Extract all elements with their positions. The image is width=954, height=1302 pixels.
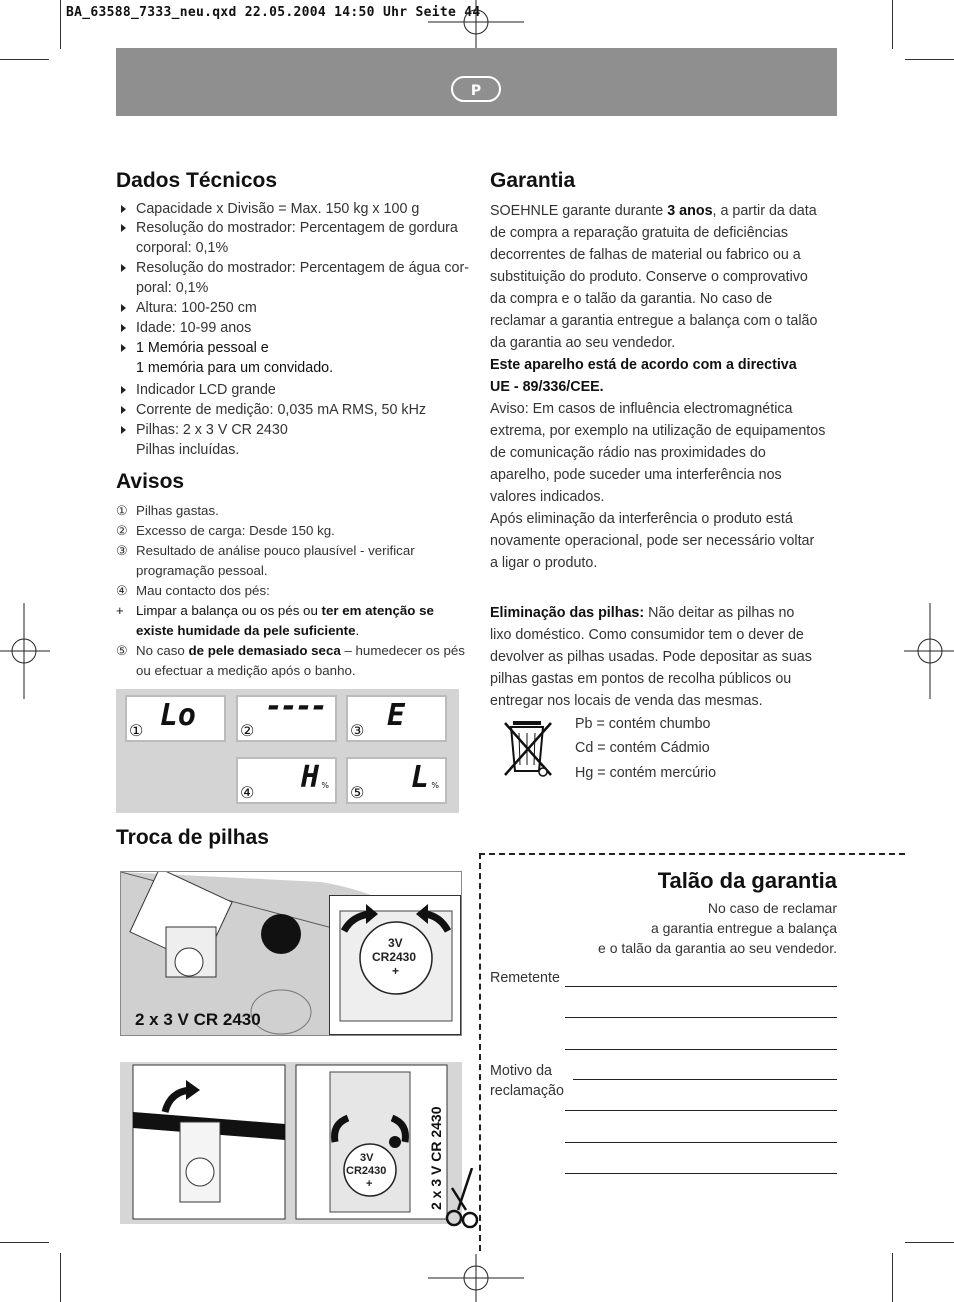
spec-item: 1 Memória pessoal e 1 memória para um convidado. [121, 338, 476, 378]
spec-item: Indicador LCD grande [121, 380, 476, 400]
bullet-triangle-icon [121, 406, 126, 414]
registration-mark-right [904, 603, 954, 699]
section-title-avisos: Avisos [116, 470, 185, 493]
crop-mark [905, 59, 954, 60]
coupon-instructions: No caso de reclamar a garantia entregue a balança e o talão da garantia ao seu vendedor. [598, 900, 837, 956]
lcd-display-5: ⑤ L % [346, 757, 447, 804]
lcd-display-2: ② ---- [236, 695, 337, 742]
reason-line-3[interactable] [565, 1142, 837, 1143]
warning-item: ① Pilhas gastas. [116, 503, 219, 518]
cut-line-horizontal [479, 853, 905, 855]
registration-mark-top [428, 0, 524, 50]
battery-figure-2 [329, 895, 461, 1035]
spec-item: Resolução do mostrador: Percentagem de gordura corporal: 0,1% [121, 218, 476, 258]
file-slug: BA_63588_7333_neu.qxd 22.05.2004 14:50 Uhr Seite 44 [66, 5, 481, 20]
spec-item: Idade: 10-99 anos [121, 318, 476, 338]
crop-mark [60, 1253, 61, 1302]
scissors-icon [444, 1168, 480, 1230]
spec-item: Corrente de medição: 0,035 mA RMS, 50 kHz [121, 400, 476, 420]
bullet-triangle-icon [121, 426, 126, 434]
spec-item: Pilhas: 2 x 3 V CR 2430 Pilhas incluídas. [121, 420, 476, 460]
metal-hg: Hg = contém mercúrio [575, 765, 717, 781]
metal-cd: Cd = contém Cádmio [575, 740, 710, 756]
lcd-display-3: ③ E [346, 695, 447, 742]
crossed-bin-icon [503, 715, 553, 779]
registration-mark-bottom [428, 1254, 524, 1302]
eliminacao-paragraph: Eliminação das pilhas: Não deitar as pilhas no lixo doméstico. Como consumidor tem o dever de devolver as pilhas usadas. Pode depositar as suas pilhas gastas em pontos de recolha públicos ou entregar nos locais de venda das mesmas. [490, 605, 812, 709]
reason-label: Motivo da reclamação [490, 1063, 564, 1099]
sender-line-2[interactable] [565, 1017, 837, 1018]
warning-item: ④ Mau contacto dos pés: [116, 583, 270, 598]
crop-mark [0, 59, 49, 60]
battery-removal-drawing [120, 1062, 462, 1224]
bullet-triangle-icon [121, 386, 126, 394]
cut-line-vertical [479, 853, 481, 1251]
crop-mark [892, 0, 893, 49]
crop-mark [0, 1242, 49, 1243]
metal-pb: Pb = contém chumbo [575, 716, 711, 732]
section-title-garantia: Garantia [490, 169, 576, 192]
reason-line-4[interactable] [565, 1173, 837, 1174]
warning-item: ⑤ No caso de pele demasiado seca – humedecer os pés ou efectuar a medição após o banho. [116, 643, 465, 678]
warning-item: ③ Resultado de análise pouco plausível - verificar programação pessoal. [116, 543, 415, 578]
sender-label: Remetente [490, 970, 560, 986]
battery-voltage-2: 3V [360, 1152, 374, 1164]
reason-line-2[interactable] [565, 1110, 837, 1111]
sender-line-3[interactable] [565, 1049, 837, 1050]
spec-item: Altura: 100-250 cm [121, 298, 476, 318]
spec-item: Capacidade x Divisão = Max. 150 kg x 100 g [121, 199, 476, 219]
battery-type: CR2430 [372, 950, 417, 964]
battery-spec-label: 2 x 3 V CR 2430 [135, 1010, 261, 1029]
warning-item: ② Excesso de carga: Desde 150 kg. [116, 523, 335, 538]
warning-item: + Limpar a balança ou os pés ou ter em atenção se existe humidade da pele suficiente. [116, 603, 434, 638]
bullet-triangle-icon [121, 205, 126, 213]
battery-plus: + [392, 964, 400, 978]
section-title-dados-tecnicos: Dados Técnicos [116, 169, 278, 192]
reason-line-1[interactable] [573, 1079, 837, 1080]
crop-mark [905, 1242, 954, 1243]
bullet-triangle-icon [121, 324, 126, 332]
registration-mark-left [0, 603, 50, 699]
crop-mark [892, 1253, 893, 1302]
lcd-display-4: ④ H % [236, 757, 337, 804]
battery-figure-3 [120, 1062, 462, 1224]
bullet-triangle-icon [121, 344, 126, 352]
battery-plus-2: + [366, 1178, 373, 1190]
spec-item: Resolução do mostrador: Percentagem de água cor- poral: 0,1% [121, 258, 476, 298]
battery-voltage: 3V [388, 936, 403, 950]
garantia-paragraph: SOEHNLE garante durante 3 anos, a partir da data de compra a reparação gratuita de deficiências decorrentes de falhas de material ou fabrico ou a substituição do produto. Conserve o comprovativo da compra e o talão da garantia. No caso de reclamar a garantia entregue a balança com o talão da garantia ao seu vendedor. Este aparelho está de acordo com a directiva UE - 89/336/CEE. Aviso: Em casos de influência electromagnética extrema, por exemplo na utilização de equipamentos de comunicação rádio nas proximidades do aparelho, pode suceder uma interferência nos valores indicados. Após eliminação da interferência o produto está novamente operacional, pode ser necessário voltar a ligar o produto. [490, 203, 826, 571]
sender-line-1[interactable] [565, 986, 837, 987]
coupon-title: Talão da garantia [657, 868, 837, 893]
lcd-display-panel [116, 689, 459, 813]
language-badge: P [451, 76, 501, 102]
battery-type-2: CR2430 [346, 1165, 387, 1177]
lcd-display-1: ① Lo [125, 695, 226, 742]
bullet-triangle-icon [121, 304, 126, 312]
crop-mark [60, 0, 61, 49]
bullet-triangle-icon [121, 224, 126, 232]
section-title-troca-de-pilhas: Troca de pilhas [116, 826, 269, 849]
bullet-triangle-icon [121, 264, 126, 272]
battery-spec-vertical: 2 x 3 V CR 2430 [428, 1106, 444, 1210]
